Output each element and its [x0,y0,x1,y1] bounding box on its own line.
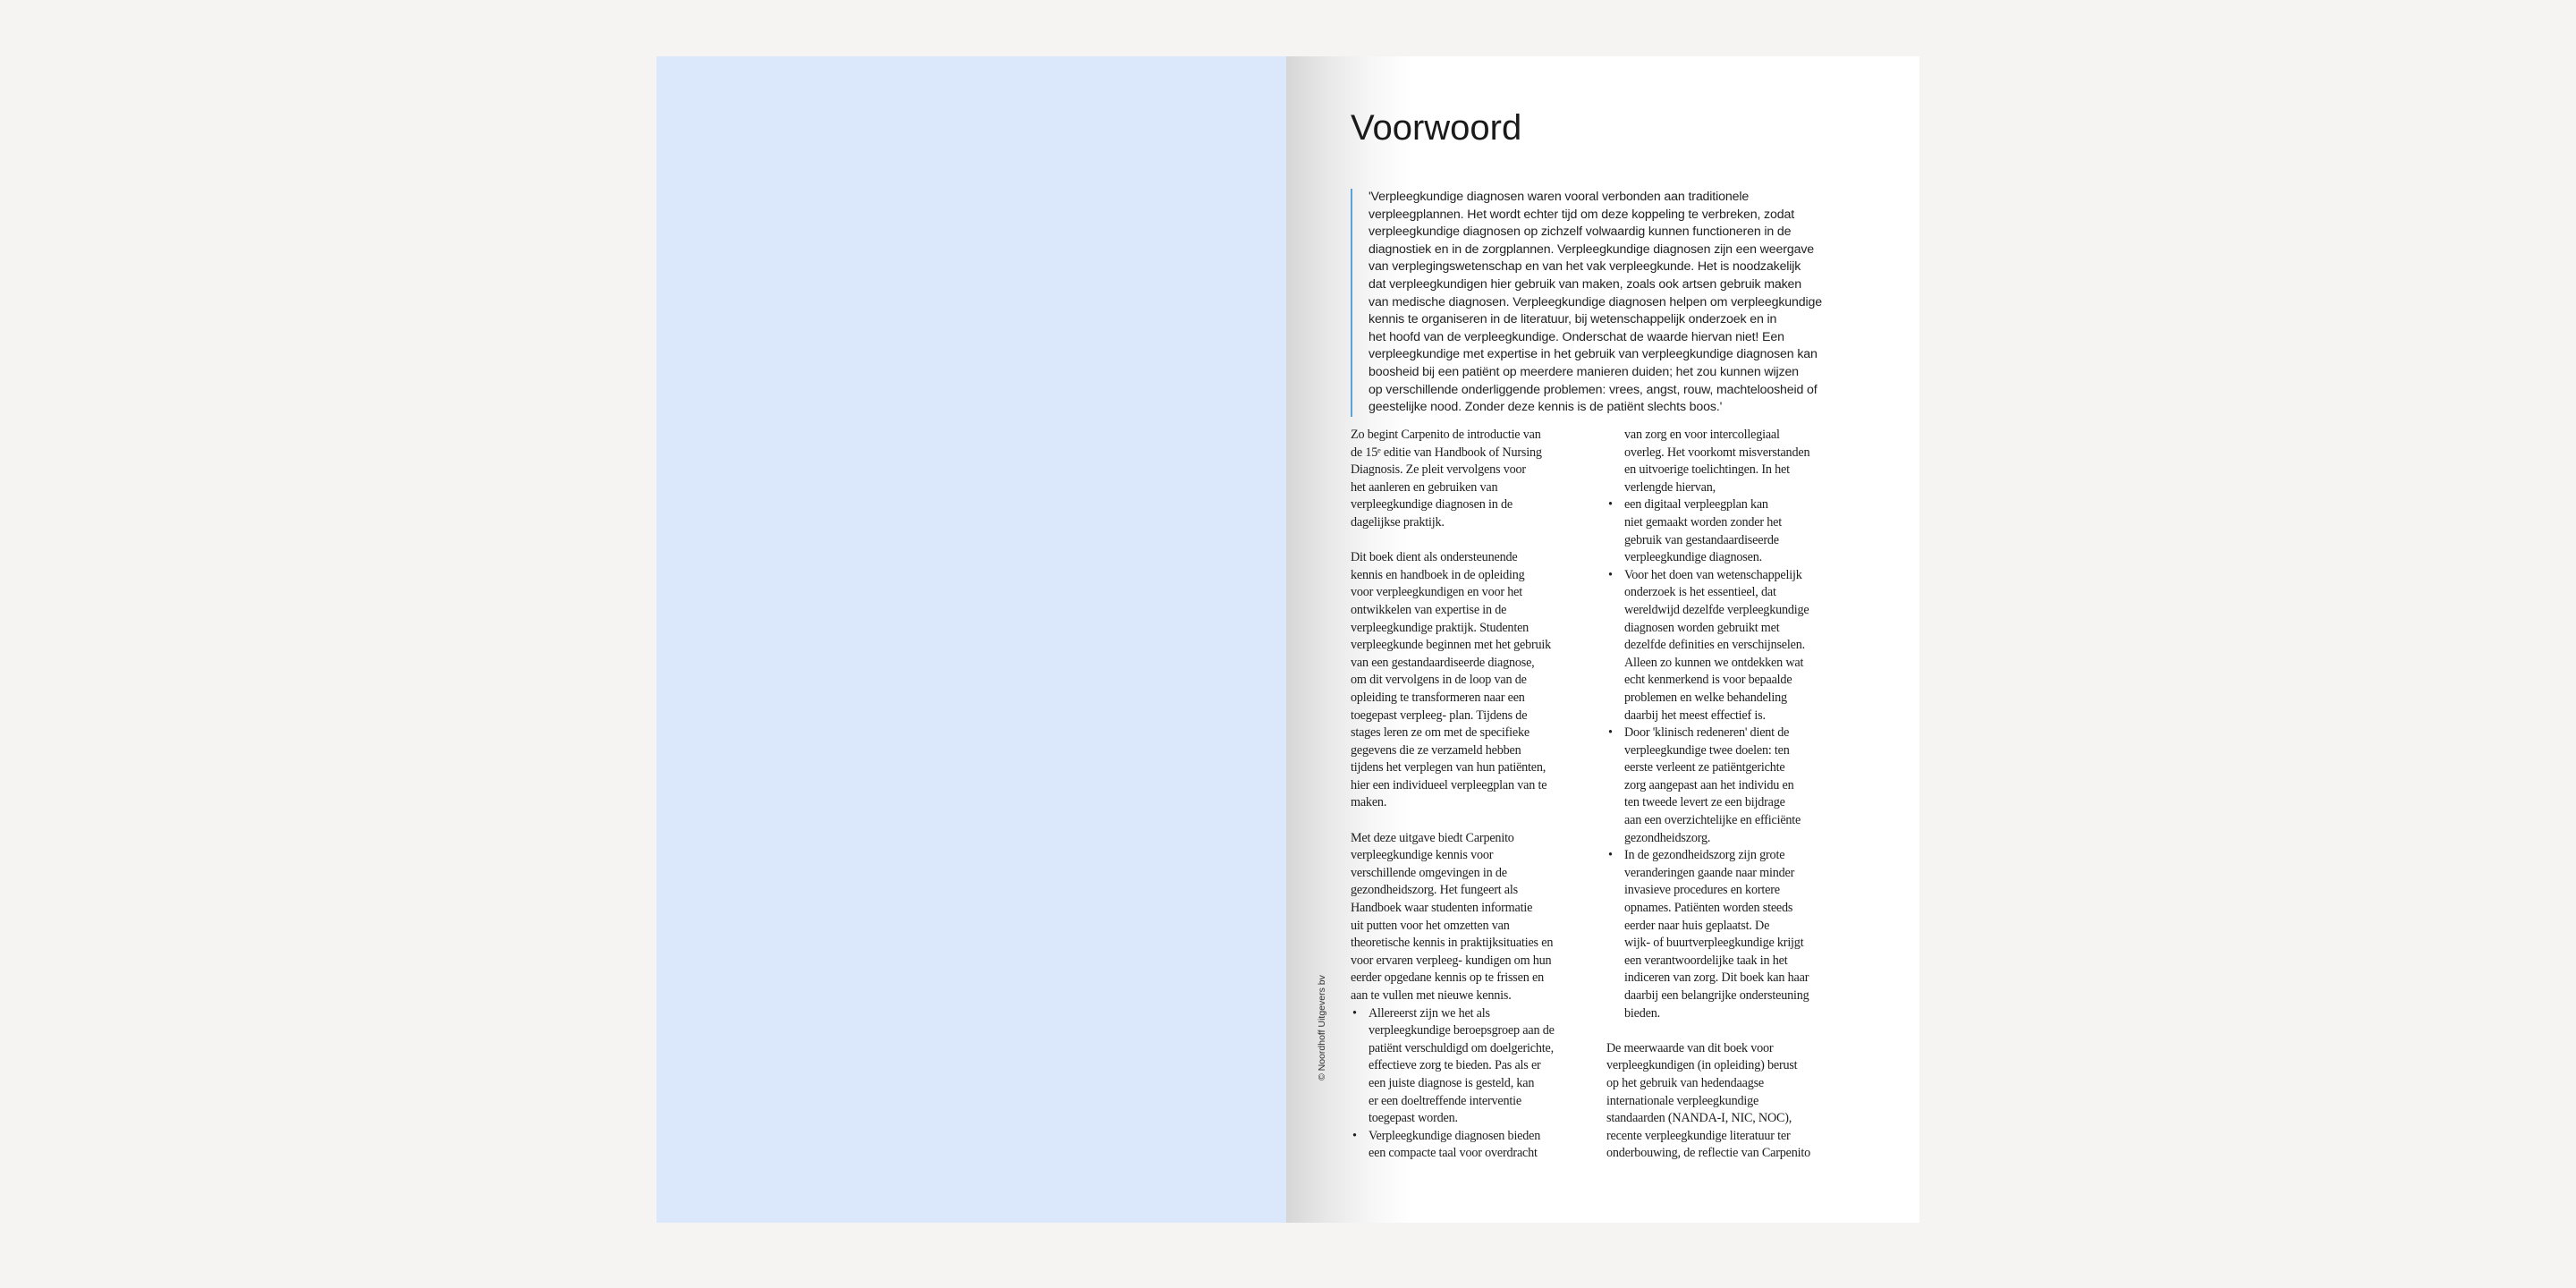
text-line [1606,584,1875,602]
line-text: eerder opgedane kennis op te frissen en [1351,970,1544,986]
line-text: en uitvoerige toelichtingen. In het [1624,462,1790,478]
text-line [1606,655,1875,673]
line-text: Handboek waar studenten informatie [1351,901,1533,916]
line-text: verlengde hiervan, [1624,479,1716,495]
line-text: daarbij een belangrijke ondersteuning [1624,988,1809,1003]
line-text: dezelfde definities en verschijnselen. [1624,638,1805,653]
body-column-right [1606,427,1875,1163]
text-line [1351,1145,1606,1163]
quote-line: het hoofd van de verpleegkundige. Onderschat de waarde hiervan niet! Een [1368,329,1784,344]
quote-line: verpleegplannen. Het wordt echter tijd om deze koppeling te verbreken, zodat [1368,207,1794,222]
text-line [1351,637,1606,655]
text-line [1351,1022,1606,1040]
text-line [1351,672,1606,690]
text-line [1606,637,1875,655]
text-line [1351,1075,1606,1093]
text-line [1351,620,1606,638]
bullet-icon: • [1352,1005,1357,1021]
bullet-icon: • [1608,725,1613,741]
text-line [1351,759,1606,777]
text-line [1606,427,1875,445]
text-line [1606,1057,1875,1075]
line-text: een juiste diagnose is gesteld, kan [1368,1075,1535,1090]
quote-line: van verplegingswetenschap en van het vak verpleegkunde. Het is noodzakelijk [1368,259,1801,275]
line-text: voor verpleegkundigen en voor het [1351,585,1522,600]
text-line [1606,602,1875,620]
bullet-icon: • [1608,567,1613,582]
text-line [1606,672,1875,690]
bullet-icon: • [1352,1128,1357,1143]
text-line [1606,830,1875,848]
text-line [1351,514,1606,532]
text-line [1606,479,1875,497]
text-line [1606,759,1875,777]
line-text: Dit boek dient als ondersteunende [1351,550,1518,565]
line-text: patiënt verschuldigd om doelgerichte, [1368,1040,1554,1055]
text-line [1351,1057,1606,1075]
line-text: zorg aangepast aan het individu en [1624,777,1794,792]
line-text: gegevens die ze verzameld hebben [1351,742,1521,758]
line-text: verpleegkundige praktijk. Studenten [1351,620,1530,635]
page-title: Voorwoord [1351,108,1522,148]
line-text: theoretische kennis in praktijksituaties en [1351,936,1554,951]
text-line [1606,1005,1875,1023]
quote-line: van medische diagnosen. Verpleegkundige diagnosen helpen om verpleegkundige [1368,294,1822,309]
text-line [1606,549,1875,567]
text-line [1351,479,1606,497]
line-text: gezondheidszorg. [1624,830,1711,845]
text-line [1351,953,1606,970]
text-line [1351,918,1606,936]
text-line [1606,514,1875,532]
quote-line: kennis te organiseren in de literatuur, bij wetenschappelijk onderzoek en in [1368,312,1777,327]
text-line [1606,812,1875,830]
text-line [1351,847,1606,865]
text-line [1606,708,1875,725]
line-text: wereldwijd dezelfde verpleegkundige [1624,602,1809,617]
line-text: dagelijkse praktijk. [1351,514,1445,530]
text-line [1606,900,1875,918]
line-text: uit putten voor het omzetten van [1351,918,1510,933]
text-line [1351,830,1606,848]
text-line [1606,882,1875,900]
text-line [1351,724,1606,742]
line-text: op het gebruik van hedendaagse [1606,1075,1765,1090]
intro-quote [1351,189,1866,417]
text-line [1606,445,1875,462]
line-text: niet gemaakt worden zonder het [1624,514,1782,530]
bullet-icon: • [1608,497,1613,513]
text-line [1351,777,1606,795]
text-line [1351,602,1606,620]
text-line [1351,812,1606,830]
line-text: Voor het doen van wetenschappelijk [1624,567,1802,582]
line-text: standaarden (NANDA-I, NIC, NOC), [1606,1111,1792,1126]
line-text: verpleegkundigen (in opleiding) berust [1606,1058,1798,1073]
quote-line: op verschillende onderliggende problemen: vrees, angst, rouw, machteloosheid of [1368,382,1818,397]
text-line [1606,794,1875,812]
text-line [1606,1128,1875,1146]
text-line [1351,865,1606,883]
text-line [1606,1093,1875,1111]
quote-line: 'Verpleegkundige diagnosen waren vooral verbonden aan traditionele [1368,190,1750,204]
line-text: Door 'klinisch redeneren' dient de [1624,725,1790,741]
line-text: er een doeltreffende interventie [1368,1093,1521,1108]
line-text: aan te vullen met nieuwe kennis. [1351,988,1512,1003]
line-text: recente verpleegkundige literatuur ter [1606,1128,1791,1143]
text-line [1351,1040,1606,1058]
text-line [1351,655,1606,673]
line-text: indiceren van zorg. Dit boek kan haar [1624,970,1809,986]
text-line [1351,708,1606,725]
line-text: verpleegkundige diagnosen. [1624,550,1762,565]
text-line [1606,1040,1875,1058]
bullet-item [1606,847,1875,865]
line-text: internationale verpleegkundige [1606,1093,1759,1108]
quote-line: verpleegkundige met expertise in het gebruik van verpleegkundige diagnosen kan [1368,347,1818,362]
bullet-item [1351,1005,1606,1023]
text-line [1351,987,1606,1005]
line-text: wijk- of buurtverpleegkundige krijgt [1624,936,1804,951]
line-text: kennis en handboek in de opleiding [1351,567,1525,582]
book-spread [657,56,1919,1223]
line-text: om dit vervolgens in de loop van de [1351,673,1527,688]
line-text: van zorg en voor intercollegiaal [1624,428,1780,442]
text-line [1606,532,1875,550]
text-line [1351,462,1606,479]
text-line [1351,742,1606,760]
line-text: effectieve zorg te bieden. Pas als er [1368,1058,1541,1073]
line-text: Met deze uitgave biedt Carpenito [1351,830,1514,845]
text-line [1351,690,1606,708]
line-text: een compacte taal voor overdracht [1368,1146,1538,1161]
line-text: Verpleegkundige diagnosen bieden [1368,1128,1541,1143]
text-line [1606,1075,1875,1093]
line-text: eerder naar huis geplaatst. De [1624,918,1770,933]
line-text: een verantwoordelijke taak in het [1624,953,1788,968]
text-line [1606,620,1875,638]
line-text: diagnosen worden gebruikt met [1624,620,1780,635]
text-line [1606,742,1875,760]
body-column-left [1351,427,1606,1163]
line-text: aan een overzichtelijke en efficiënte [1624,813,1801,828]
text-line [1606,935,1875,953]
right-page [1286,56,1919,1223]
line-text: maken. [1351,795,1387,810]
text-line [1606,865,1875,883]
line-text: onderzoek is het essentieel, dat [1624,585,1776,600]
text-line [1351,794,1606,812]
line-text: verschillende omgevingen in de [1351,865,1507,880]
line-text: voor ervaren verpleeg- kundigen om hun [1351,953,1552,968]
text-line [1351,496,1606,514]
line-text: stages leren ze om met de specifieke [1351,725,1530,741]
line-text: een digitaal verpleegplan kan [1624,497,1768,513]
line-text: echt kenmerkend is voor bepaalde [1624,673,1792,688]
line-text: Zo begint Carpenito de introductie van [1351,428,1541,442]
bullet-item [1351,1128,1606,1146]
text-line [1351,445,1606,462]
quote-line: diagnostiek en in de zorgplannen. Verpleegkundige diagnosen zijn een weergave [1368,242,1815,257]
line-text: overleg. Het voorkomt misverstanden [1624,445,1810,460]
text-line [1351,532,1606,550]
quote-line: boosheid bij een patiënt op meerdere manieren duiden; het zou kunnen wijzen [1368,364,1799,379]
line-text: Diagnosis. Ze pleit vervolgens voor [1351,462,1526,478]
line-text: gebruik van gestandaardiseerde [1624,532,1779,547]
left-page-blank [657,56,1286,1223]
text-line [1606,1110,1875,1128]
text-line [1351,935,1606,953]
text-line [1606,1145,1875,1163]
line-text: daarbij het meest effectief is. [1624,708,1766,723]
line-text: van een gestandaardiseerde diagnose, [1351,655,1535,670]
line-text: toegepast worden. [1368,1111,1458,1126]
line-text: Allereerst zijn we het als [1368,1005,1490,1021]
line-text: Alleen zo kunnen we ontdekken wat [1624,655,1804,670]
text-line [1606,953,1875,970]
line-text: verpleegkundige twee doelen: ten [1624,742,1790,758]
copyright-notice: © Noordhoff Uitgevers bv [1317,975,1327,1080]
text-line [1351,900,1606,918]
text-line [1606,970,1875,987]
text-line [1351,549,1606,567]
bullet-item [1606,496,1875,514]
line-text: eerste verleent ze patiëntgerichte [1624,760,1785,775]
line-text: de 15ᵉ editie van Handbook of Nursing [1351,445,1542,460]
bullet-item [1606,724,1875,742]
bullet-icon: • [1608,848,1613,863]
line-text: verpleegkundige diagnosen in de [1351,497,1513,513]
text-line [1351,882,1606,900]
line-text: tijdens het verplegen van hun patiënten, [1351,760,1546,775]
line-text: opnames. Patiënten worden steeds [1624,901,1793,916]
text-line [1606,918,1875,936]
line-text: veranderingen gaande naar minder [1624,865,1795,880]
text-line [1351,427,1606,445]
line-text: het aanleren en gebruiken van [1351,479,1498,495]
line-text: verpleegkunde beginnen met het gebruik [1351,638,1552,653]
line-text: ten tweede levert ze een bijdrage [1624,795,1785,810]
text-line [1351,584,1606,602]
bullet-item [1606,567,1875,585]
line-text: invasieve procedures en kortere [1624,883,1780,898]
line-text: opleiding te transformeren naar een [1351,690,1525,705]
quote-line: dat verpleegkundigen hier gebruik van maken, zoals ook artsen gebruik maken [1368,276,1802,292]
line-text: problemen en welke behandeling [1624,690,1787,705]
line-text: verpleegkundige kennis voor [1351,848,1494,863]
text-line [1606,1022,1875,1040]
text-line [1351,1110,1606,1128]
line-text: bieden. [1624,1005,1660,1021]
line-text: gezondheidszorg. Het fungeert als [1351,883,1518,898]
text-line [1351,970,1606,987]
text-line [1351,567,1606,585]
line-text: In de gezondheidszorg zijn grote [1624,848,1785,863]
text-line [1606,777,1875,795]
line-text: toegepast verpleeg- plan. Tijdens de [1351,708,1528,723]
quote-line: geestelijke nood. Zonder deze kennis is de patiënt slechts boos.' [1368,400,1723,415]
text-line [1606,690,1875,708]
text-line [1351,1093,1606,1111]
line-text: hier een individueel verpleegplan van te [1351,777,1547,792]
text-line [1606,987,1875,1005]
line-text: ontwikkelen van expertise in de [1351,602,1507,617]
line-text: De meerwaarde van dit boek voor [1606,1040,1774,1055]
line-text: onderbouwing, de reflectie van Carpenito [1606,1146,1810,1161]
line-text: verpleegkundige beroepsgroep aan de [1368,1023,1555,1038]
quote-line: verpleegkundige diagnosen op zichzelf volwaardig kunnen functioneren in de [1368,225,1792,240]
text-line [1606,462,1875,479]
